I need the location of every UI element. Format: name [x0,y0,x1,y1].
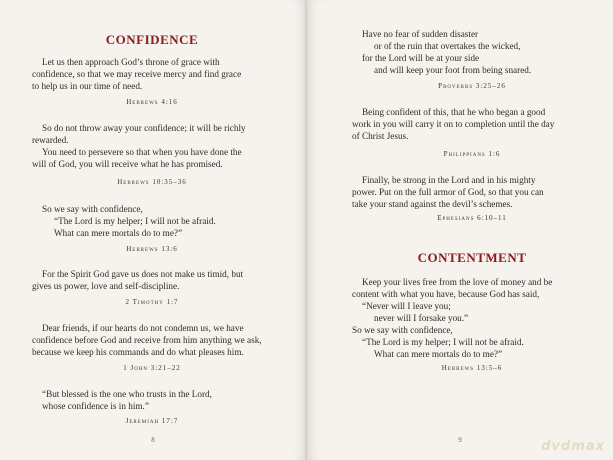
passage-line: and will keep your foot from being snared. [374,65,532,75]
passage [32,322,272,358]
scripture-reference: Hebrews 10:35–36 [117,178,187,186]
passage-line: content with what you have, because God has said, [352,289,540,299]
passage [352,106,592,142]
passage [32,203,272,239]
passage-line: What can mere mortals do to me?” [374,349,503,359]
scripture-reference: Hebrews 4:16 [126,98,178,106]
passage [352,276,592,360]
passage-line: confidence, so that we may receive mercy and find grace [32,69,242,79]
scripture-reference: 1 John 3:21–22 [123,364,181,372]
scripture-reference: Proverbs 3:25–26 [438,82,506,90]
passage-line: So we say with confidence, [42,204,143,214]
passage-line: “The Lord is my helper; I will not be afraid. [362,337,524,347]
section-heading-confidence: CONFIDENCE [105,32,199,47]
passage-line: power. Put on the full armor of God, so that you can [352,187,544,197]
passage-line: for the Lord will be at your side [362,53,480,63]
passage [352,174,592,210]
passage-line: of Christ Jesus. [352,131,409,141]
passage-line: Being confident of this, that he who began a good [362,107,546,117]
passage-line: rewarded. [32,135,69,145]
passage-line: will of God, you will receive what he has promised. [32,159,223,169]
passage-line: gives us power, love and self-discipline. [32,281,180,291]
passage-line: What can mere mortals do to me?” [54,228,183,238]
passage-line: Let us then approach God’s throne of grace with [42,57,220,67]
page-number: 9 [458,436,462,444]
passage-line: or of the ruin that overtakes the wicked, [374,41,521,51]
passage-line: work in you will carry it on to completion until the day [352,119,555,129]
scripture-reference: Jeremiah 17:7 [125,417,179,425]
scripture-reference: Ephesians 6:10–11 [437,214,507,222]
passage-line: because we keep his commands and do what pleases him. [32,347,244,357]
passage-line: “Never will I leave you; [362,301,451,311]
section-heading-contentment: CONTENTMENT [417,250,527,265]
passage-line: Finally, be strong in the Lord and in his mighty [362,175,536,185]
scripture-reference: 2 Timothy 1:7 [125,298,179,306]
scripture-reference: Philippians 1:6 [443,150,501,158]
passage-line: take your stand against the devil’s schemes. [352,199,513,209]
passage-line: “But blessed is the one who trusts in the Lord, [42,389,212,399]
watermark: dvdmax [541,439,605,454]
passage [32,268,272,292]
scripture-reference: Hebrews 13:6 [126,245,178,253]
passage-line: So we say with confidence, [352,325,453,335]
passage-line: Dear friends, if our hearts do not condemn us, we have [42,323,244,333]
page-number: 8 [151,436,155,444]
left-page [0,0,306,460]
passage-line: So do not throw away your confidence; it will be richly [42,123,246,133]
passage-line: whose confidence is in him.” [42,401,149,411]
passage-line: never will I forsake you.” [374,313,469,323]
passage-line: For the Spirit God gave us does not make us timid, but [42,269,244,279]
scripture-reference: Hebrews 13:5–6 [441,364,503,372]
passage [32,388,272,412]
passage-line: Keep your lives free from the love of money and be [362,277,553,287]
right-page [307,0,613,460]
passage-line: Have no fear of sudden disaster [362,29,479,39]
passage [352,28,592,76]
passage [32,56,272,92]
passage-line: to help us in our time of need. [32,81,143,91]
passage [32,122,272,170]
passage-line: “The Lord is my helper; I will not be afraid. [54,216,216,226]
passage-line: confidence before God and receive from him anything we ask, [32,335,262,345]
passage-line: You need to persevere so that when you have done the [42,147,242,157]
